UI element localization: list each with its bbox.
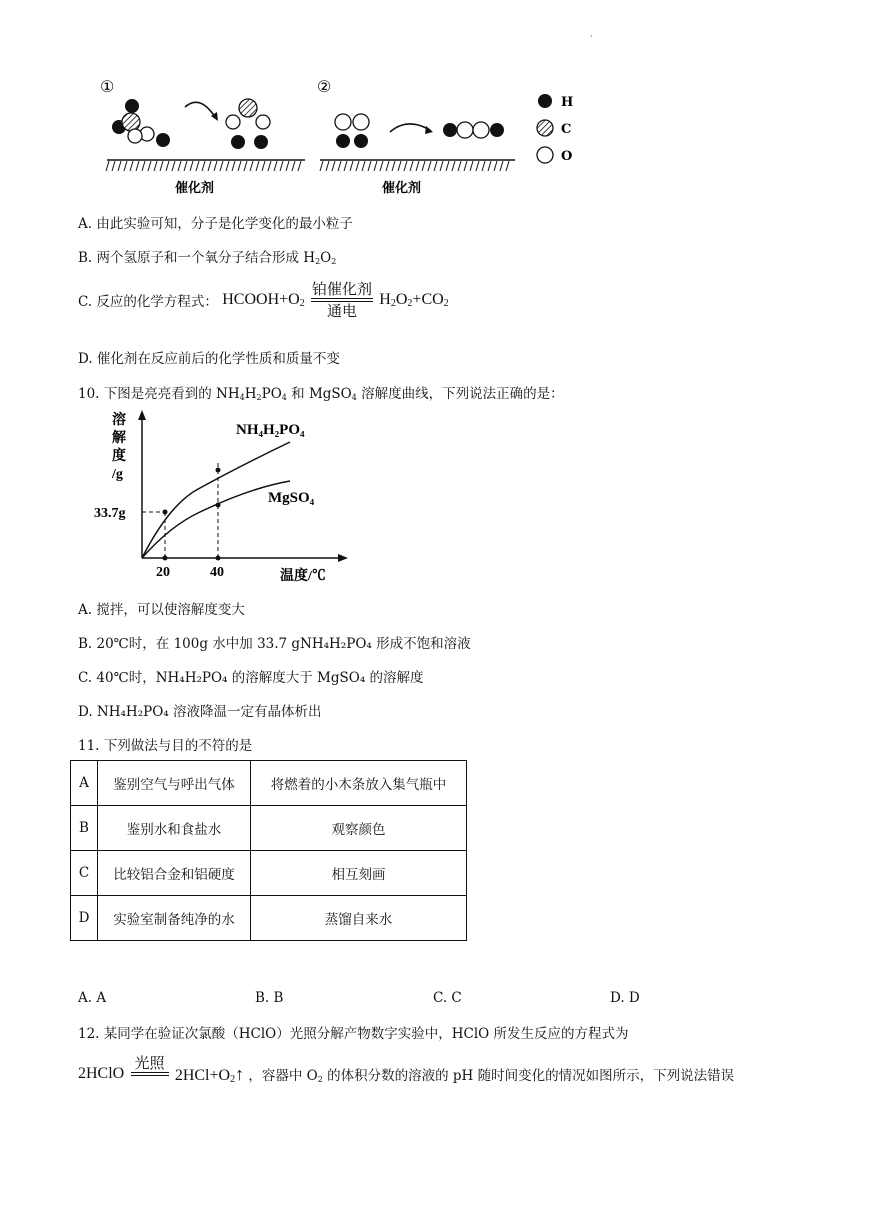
xtick-40: 40 xyxy=(210,565,224,580)
point-40-mgso4 xyxy=(216,503,221,508)
products-panel-1 xyxy=(226,99,270,149)
page-dot: · xyxy=(590,32,593,41)
q10-stem: 10. 下图是亮亮看到的 $NH_4H_2PO_4$ 和 MgSO$_4$ 溶解度曲线，下列说法正确的是： xyxy=(78,386,564,402)
legend-o: O xyxy=(561,149,573,164)
row-method: 相互刻画 xyxy=(251,851,467,896)
figure-label-2: ② xyxy=(317,77,332,96)
q11-choice-b: B. B xyxy=(255,990,284,1006)
q11-choice-a: A. A xyxy=(78,990,107,1006)
q12-eq-left: 2HClO xyxy=(78,1065,125,1082)
table-row xyxy=(71,761,467,806)
series-label-mgso4: MgSO₄ xyxy=(268,490,315,506)
catalyst-label-1: 催化剂 xyxy=(175,181,215,196)
catalyst-surface-1 xyxy=(106,161,301,171)
table-row xyxy=(71,851,467,896)
ylabel-4: /g xyxy=(112,467,123,482)
q12-equation-line: 2HClO 光照 $2HCl+O_2↑$ ，容器中 $O_2$ 的体积分数的溶液的 pH 随时间变化的情况如图所示，下列说法错误 xyxy=(78,1054,734,1094)
q10-option-a: A. 搅拌，可以使溶解度变大 xyxy=(78,602,245,618)
catalyst-surface-2 xyxy=(320,161,509,171)
q11-choice-c: C. C xyxy=(433,990,462,1006)
q12-stem: 12. 某同学在验证次氯酸（HClO）光照分解产物数字实验中，HClO 所发生反应的方程式为 xyxy=(78,1026,629,1042)
row-goal: 鉴别水和食盐水 xyxy=(98,806,251,851)
catalyst-label-2: 催化剂 xyxy=(382,181,422,196)
series-label-nh4h2po4: NH₄H₂PO₄ xyxy=(236,422,305,438)
ytick-33-7: 33.7g xyxy=(94,506,126,521)
q9-option-b: B. 两个氢原子和一个氧分子结合形成 $H_2O_2$ xyxy=(78,250,337,266)
xlabel: 温度/℃ xyxy=(280,569,326,584)
row-method: 观察颜色 xyxy=(251,806,467,851)
point-40-nh4h2po4 xyxy=(216,468,221,473)
legend-c: C xyxy=(561,122,572,137)
row-goal: 实验室制备纯净的水 xyxy=(98,896,251,941)
q10-option-c: C. 40℃时，NH₄H₂PO₄ 的溶解度大于 MgSO₄ 的溶解度 xyxy=(78,670,424,686)
row-key: D xyxy=(71,896,98,941)
row-key: A xyxy=(71,761,98,806)
legend-o-symbol xyxy=(537,147,553,163)
arrow-1 xyxy=(185,102,215,117)
q9-option-a: A. 由此实验可知，分子是化学变化的最小粒子 xyxy=(78,216,353,232)
formic-acid-molecule xyxy=(112,99,170,147)
q10-option-b: B. 20℃时，在 100g 水中加 33.7 gNH₄H₂PO₄ 形成不饱和溶液 xyxy=(78,636,471,652)
hydrogen-peroxide-molecule xyxy=(443,122,504,138)
table-row xyxy=(71,806,467,851)
row-method: 蒸馏自来水 xyxy=(251,896,467,941)
table-row xyxy=(71,896,467,941)
ylabel-3: 度 xyxy=(112,449,126,464)
xtick-20: 20 xyxy=(156,565,170,580)
ylabel-1: 溶 xyxy=(112,413,126,428)
row-key: B xyxy=(71,806,98,851)
q9-option-c: C. 反应的化学方程式： $HCOOH+O_2$ 铂催化剂 通电 $H_2O_2+CO_2$ xyxy=(78,280,449,320)
arrow-2 xyxy=(390,124,430,132)
q9-option-d: D. 催化剂在反应前后的化学性质和质量不变 xyxy=(78,351,340,367)
row-goal: 鉴别空气与呼出气体 xyxy=(98,761,251,806)
reactants-panel-2 xyxy=(335,114,369,148)
solubility-chart xyxy=(90,408,350,586)
q10-option-d: D. NH₄H₂PO₄ 溶液降温一定有晶体析出 xyxy=(78,704,322,720)
reaction-mechanism-figure xyxy=(95,72,595,200)
q11-stem: 11. 下列做法与目的不符的是 xyxy=(78,738,253,754)
q11-choice-d: D. D xyxy=(610,990,640,1006)
figure-label-1: ① xyxy=(100,77,115,96)
atom-legend xyxy=(537,94,573,164)
q11-table xyxy=(70,760,467,941)
legend-h-symbol xyxy=(538,94,552,108)
point-20-intersect xyxy=(163,510,168,515)
ylabel-2: 解 xyxy=(112,431,126,446)
legend-c-symbol xyxy=(537,120,553,136)
row-goal: 比较铝合金和铝硬度 xyxy=(98,851,251,896)
row-method: 将燃着的小木条放入集气瓶中 xyxy=(251,761,467,806)
legend-h: H xyxy=(561,95,574,110)
q12-condition: 光照 xyxy=(131,1054,169,1094)
reaction-condition: 铂催化剂 通电 xyxy=(311,280,372,320)
row-key: C xyxy=(71,851,98,896)
